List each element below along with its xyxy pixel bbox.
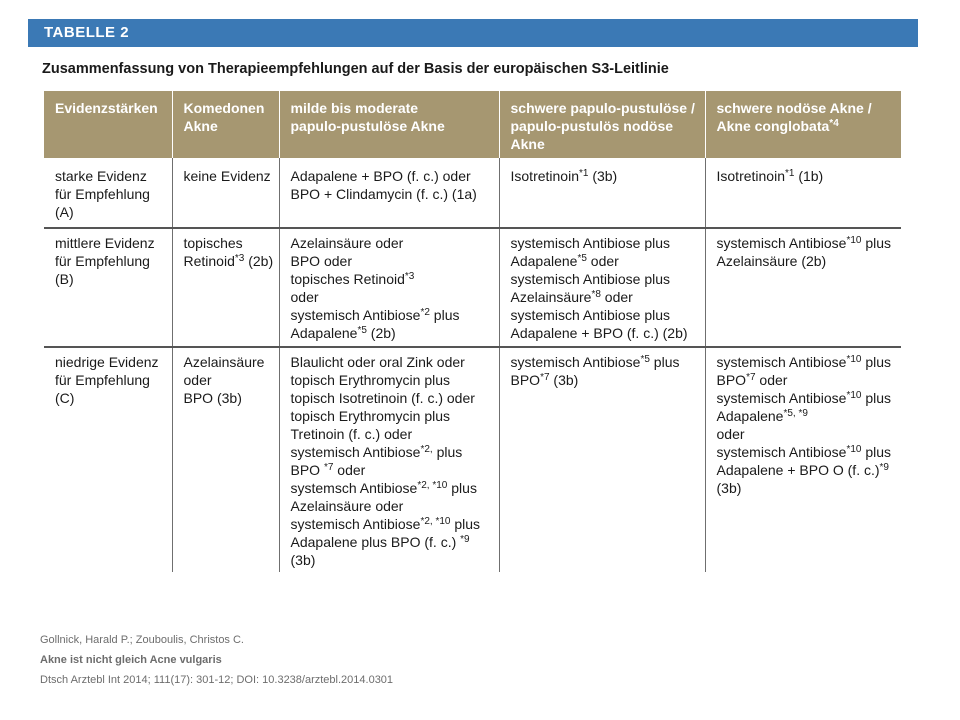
table-cell xyxy=(44,228,172,347)
footnote-marker: *7 xyxy=(746,372,756,383)
cell-line xyxy=(184,353,273,371)
cell-text: Azelainsäure xyxy=(510,289,592,305)
cell-text: starke Evidenz xyxy=(55,168,147,184)
cell-text: BPO + Clindamycin (f. c.) (1a) xyxy=(290,186,477,202)
cell-line xyxy=(55,252,166,270)
citation-authors: Gollnick, Harald P.; Zouboulis, Christos C. xyxy=(40,634,244,646)
cell-line xyxy=(55,270,166,288)
footnote-marker: *5 xyxy=(577,253,587,264)
footnote-marker: *2, xyxy=(420,444,433,455)
cell-line xyxy=(291,533,493,551)
header-cell xyxy=(499,91,705,158)
cell-text: BPO xyxy=(290,462,324,478)
cell-text: systemisch Antibiose plus xyxy=(510,235,671,251)
cell-text: Adapalene + BPO O (f. c.) xyxy=(716,462,880,478)
footnote-marker: *7 xyxy=(323,462,334,473)
cell-line xyxy=(291,443,493,461)
cell-line xyxy=(184,389,273,407)
cell-text-after: (2b) xyxy=(244,253,274,269)
cell-line xyxy=(55,185,166,203)
cell-line xyxy=(511,135,699,153)
cell-text-after: oder xyxy=(586,253,619,269)
cell-line xyxy=(291,306,493,324)
header-cell xyxy=(172,91,279,158)
cell-text: niedrige Evidenz xyxy=(55,354,159,370)
table-row xyxy=(44,347,901,572)
footnote-marker: *5 xyxy=(640,354,650,365)
cell-text: BPO xyxy=(510,372,541,388)
table-cell xyxy=(499,228,705,347)
cell-text-after: plus xyxy=(429,307,460,323)
cell-line xyxy=(184,167,273,185)
cell-text-after: plus xyxy=(861,390,892,406)
cell-line xyxy=(184,371,273,389)
header-cell xyxy=(44,91,172,158)
cell-text-after: oder xyxy=(333,462,366,478)
table-cell xyxy=(705,347,901,572)
cell-text: schwere papulo-pustulöse / xyxy=(510,100,695,116)
cell-text-after: plus xyxy=(861,354,892,370)
cell-text: milde bis moderate xyxy=(290,100,419,116)
footnote-marker: *9 xyxy=(879,462,889,473)
cell-line xyxy=(291,515,493,533)
cell-text: Azelainsäure xyxy=(183,354,265,370)
footnote-marker: *2 xyxy=(420,307,430,318)
cell-text: systemisch Antibiose xyxy=(716,354,847,370)
cell-line xyxy=(511,371,699,389)
cell-line xyxy=(291,270,493,288)
table-cell xyxy=(44,158,172,228)
table-cell xyxy=(172,347,279,572)
cell-text: (A) xyxy=(55,204,74,220)
cell-line xyxy=(511,288,699,306)
footnote-marker: *5 xyxy=(357,325,367,336)
cell-text: oder xyxy=(716,426,745,442)
cell-text: Akne xyxy=(510,136,545,152)
table-cell xyxy=(279,347,499,572)
cell-text: systemisch Antibiose xyxy=(716,235,847,251)
cell-text-after: (2b) xyxy=(366,325,396,341)
recommendations-table xyxy=(44,91,901,572)
cell-text: systemisch Antibiose plus xyxy=(510,307,671,323)
cell-text: oder xyxy=(290,289,319,305)
cell-text: Adapalene xyxy=(716,408,784,424)
footnote-marker: *7 xyxy=(540,372,550,383)
footnote-marker: *3 xyxy=(404,271,415,282)
cell-text: papulo-pustulös nodöse xyxy=(510,118,674,134)
cell-line xyxy=(291,234,493,252)
cell-line xyxy=(291,117,493,135)
cell-line xyxy=(717,461,896,479)
cell-text-after: plus xyxy=(450,516,481,532)
table-row xyxy=(44,158,901,228)
table-cell xyxy=(705,228,901,347)
cell-text-after: plus xyxy=(861,235,892,251)
cell-text: systemisch Antibiose xyxy=(290,307,421,323)
cell-line xyxy=(717,443,896,461)
table-title: Zusammenfassung von Therapieempfehlungen auf der Basis der europäischen S3-Leitlinie xyxy=(42,61,669,77)
cell-text-after: plus xyxy=(649,354,680,370)
footnote-marker: *2, *10 xyxy=(417,480,448,491)
cell-line xyxy=(55,353,166,371)
footnote-marker: *2, *10 xyxy=(420,516,451,527)
cell-text: systemisch Antibiose xyxy=(716,390,847,406)
cell-line xyxy=(717,353,896,371)
cell-line xyxy=(55,234,166,252)
cell-text: systemsch Antibiose xyxy=(290,480,418,496)
cell-line xyxy=(511,234,699,252)
cell-text: systemisch Antibiose xyxy=(290,516,421,532)
cell-text: Adapalene + BPO (f. c.) oder xyxy=(290,168,471,184)
cell-text: Isotretinoin xyxy=(510,168,579,184)
cell-line xyxy=(717,479,896,497)
cell-text-after: plus xyxy=(861,444,892,460)
cell-text: topisch Erythromycin plus xyxy=(290,372,451,388)
cell-text: keine Evidenz xyxy=(183,168,271,184)
cell-line xyxy=(717,407,896,425)
header-cell xyxy=(279,91,499,158)
cell-line xyxy=(55,203,166,221)
cell-text: Adapalene + BPO (f. c.) (2b) xyxy=(510,325,688,341)
cell-text: Adapalene plus BPO (f. c.) xyxy=(290,534,461,550)
cell-text: Evidenzstärken xyxy=(55,100,158,116)
cell-text: Azelainsäure oder xyxy=(290,235,404,251)
citation xyxy=(40,630,393,690)
cell-text: für Empfehlung xyxy=(55,253,150,269)
table-header-row xyxy=(44,91,901,158)
footnote-marker: *8 xyxy=(591,289,601,300)
cell-text-after: (3b) xyxy=(549,372,579,388)
footnote-marker: *3 xyxy=(234,253,245,264)
cell-text: (3b) xyxy=(716,480,742,496)
cell-line xyxy=(511,167,699,185)
cell-text: systemisch Antibiose xyxy=(290,444,421,460)
cell-line xyxy=(291,371,493,389)
cell-line xyxy=(291,497,493,515)
cell-text-after: plus xyxy=(432,444,463,460)
cell-text-after: oder xyxy=(755,372,788,388)
table-cell xyxy=(279,158,499,228)
cell-line xyxy=(717,117,896,135)
cell-text-after: oder xyxy=(600,289,633,305)
citation-reference: Dtsch Arztebl Int 2014; 111(17): 301-12; DOI: 10.3238/arztebl.2014.0301 xyxy=(40,674,394,686)
cell-text: Isotretinoin xyxy=(716,168,785,184)
cell-line xyxy=(511,270,699,288)
cell-text-after: (3b) xyxy=(588,168,618,184)
table-cell xyxy=(705,158,901,228)
cell-line xyxy=(291,425,493,443)
footnote-marker: *10 xyxy=(846,444,862,455)
cell-text: schwere nodöse Akne / xyxy=(716,100,872,116)
footnote-marker: *9 xyxy=(460,534,470,545)
cell-line xyxy=(184,117,273,135)
cell-text: Akne conglobata xyxy=(716,118,830,134)
footnote-marker: *4 xyxy=(829,118,839,129)
cell-line xyxy=(511,252,699,270)
cell-line xyxy=(717,425,896,443)
cell-line xyxy=(717,389,896,407)
cell-text: topisches xyxy=(183,235,243,251)
footnote-marker: *10 xyxy=(846,235,862,246)
cell-text: Adapalene xyxy=(510,253,578,269)
cell-text: BPO (3b) xyxy=(183,390,242,406)
cell-text: topisches Retinoid xyxy=(290,271,405,287)
cell-line xyxy=(291,99,493,117)
cell-text: oder xyxy=(183,372,212,388)
cell-text: BPO xyxy=(716,372,747,388)
cell-text: systemisch Antibiose plus xyxy=(510,271,671,287)
cell-text-after: (1b) xyxy=(794,168,824,184)
cell-line xyxy=(184,99,273,117)
cell-line xyxy=(291,288,493,306)
cell-text: (3b) xyxy=(290,552,316,568)
cell-text: für Empfehlung xyxy=(55,372,150,388)
cell-line xyxy=(717,371,896,389)
cell-text: systemisch Antibiose xyxy=(510,354,641,370)
cell-text: topisch Erythromycin plus xyxy=(290,408,451,424)
cell-line xyxy=(291,551,493,569)
table-cell xyxy=(44,347,172,572)
cell-line xyxy=(291,252,493,270)
header-cell xyxy=(705,91,901,158)
cell-text: Komedonen xyxy=(183,100,265,116)
footnote-marker: *10 xyxy=(846,390,862,401)
table-row xyxy=(44,228,901,347)
cell-line xyxy=(55,99,166,117)
footnote-marker: *1 xyxy=(784,168,795,179)
cell-text: Blaulicht oder oral Zink oder xyxy=(290,354,465,370)
cell-text: (B) xyxy=(55,271,74,287)
footnote-marker: *1 xyxy=(578,168,589,179)
cell-text: Akne xyxy=(183,118,218,134)
cell-text: Adapalene xyxy=(290,325,358,341)
footnote-marker: *5, *9 xyxy=(783,408,808,419)
table-cell xyxy=(172,158,279,228)
cell-line xyxy=(717,167,896,185)
cell-line xyxy=(55,167,166,185)
table-cell xyxy=(279,228,499,347)
cell-line xyxy=(511,117,699,135)
cell-line xyxy=(291,407,493,425)
cell-text: papulo-pustulöse Akne xyxy=(290,118,445,134)
cell-text: (C) xyxy=(55,390,75,406)
cell-line xyxy=(55,371,166,389)
cell-text: topisch Isotretinoin (f. c.) oder xyxy=(290,390,475,406)
cell-line xyxy=(511,324,699,342)
cell-line xyxy=(184,234,273,252)
cell-text: Tretinoin (f. c.) oder xyxy=(290,426,413,442)
table-cell xyxy=(499,158,705,228)
cell-line xyxy=(184,252,273,270)
cell-line xyxy=(291,185,493,203)
cell-line xyxy=(291,479,493,497)
cell-text: BPO oder xyxy=(290,253,352,269)
cell-text: systemisch Antibiose xyxy=(716,444,847,460)
cell-line xyxy=(511,99,699,117)
cell-text: Azelainsäure (2b) xyxy=(716,253,827,269)
cell-line xyxy=(717,234,896,252)
cell-line xyxy=(291,167,493,185)
cell-text: Retinoid xyxy=(183,253,235,269)
cell-line xyxy=(717,99,896,117)
cell-text: Azelainsäure oder xyxy=(290,498,404,514)
cell-line xyxy=(291,389,493,407)
footnote-marker: *10 xyxy=(846,354,862,365)
cell-line xyxy=(291,353,493,371)
table-cell xyxy=(172,228,279,347)
table-label: TABELLE 2 xyxy=(44,24,130,41)
cell-line xyxy=(511,306,699,324)
cell-line xyxy=(511,353,699,371)
table-label-bar xyxy=(28,19,918,47)
cell-text-after: plus xyxy=(447,480,477,496)
cell-text: mittlere Evidenz xyxy=(55,235,155,251)
table-cell xyxy=(499,347,705,572)
cell-line xyxy=(291,461,493,479)
cell-line xyxy=(291,324,493,342)
table-figure xyxy=(28,19,918,572)
citation-title: Akne ist nicht gleich Acne vulgaris xyxy=(40,654,222,666)
cell-text: für Empfehlung xyxy=(55,186,150,202)
cell-line xyxy=(55,389,166,407)
cell-line xyxy=(717,252,896,270)
